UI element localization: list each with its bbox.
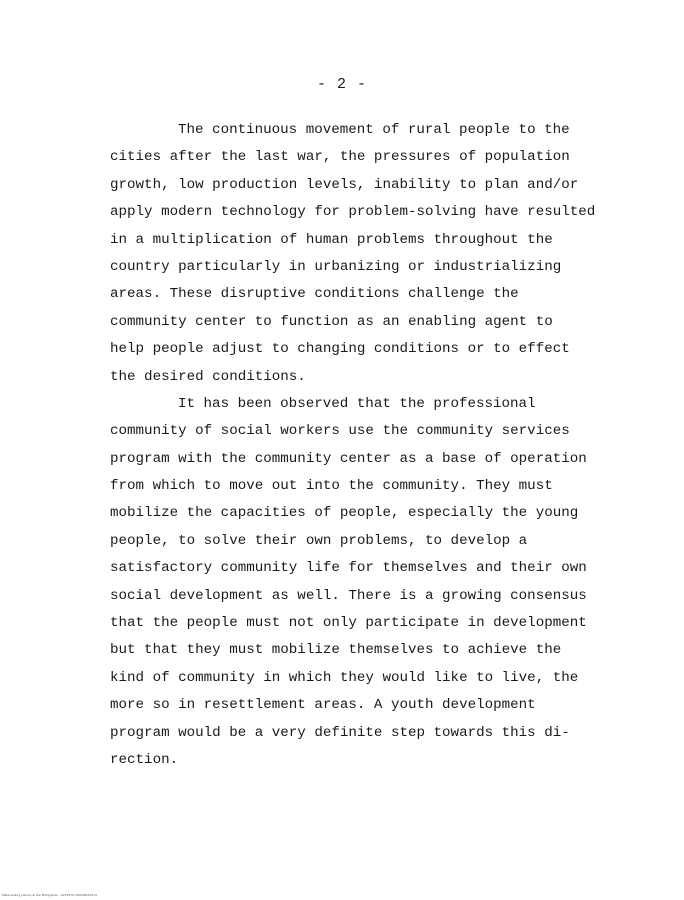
- text-line: cities after the last war, the pressures of population: [110, 149, 570, 166]
- text-line: help people adjust to changing conditions or to effect: [110, 341, 570, 358]
- text-line: the desired conditions.: [110, 368, 306, 385]
- archive-footer-mark: Malacañang Library & the Philippines · 4070970740000097015: [2, 893, 97, 897]
- text-line: that the people must not only participate in development: [110, 615, 587, 632]
- text-line: areas. These disruptive conditions challenge the: [110, 286, 519, 303]
- text-line: kind of community in which they would like to live, the: [110, 669, 579, 686]
- text-line: more so in resettlement areas. A youth development: [110, 697, 536, 714]
- paragraph-1: [110, 117, 596, 391]
- text-line: social development as well. There is a growing consensus: [110, 587, 587, 604]
- text-line: It has been observed that the professional: [178, 395, 536, 412]
- text-line: from which to move out into the community. They must: [110, 478, 553, 495]
- paragraph-2: [110, 391, 590, 774]
- text-line: community center to function as an enabling agent to: [110, 313, 553, 330]
- text-line: country particularly in urbanizing or industrializing: [110, 258, 562, 275]
- text-line: mobilize the capacities of people, especially the young: [110, 505, 579, 522]
- text-line: in a multiplication of human problems throughout the: [110, 231, 553, 248]
- text-line: rection.: [110, 751, 179, 768]
- text-line: growth, low production levels, inability to plan and/or: [110, 176, 579, 193]
- text-line: program would be a very definite step towards this di-: [110, 724, 570, 741]
- text-line: The continuous movement of rural people to the: [178, 122, 570, 138]
- text-line: community of social workers use the community services: [110, 423, 570, 440]
- text-line: but that they must mobilize themselves to achieve the: [110, 642, 562, 659]
- text-line: program with the community center as a base of operation: [110, 450, 587, 467]
- text-line: satisfactory community life for themselves and their own: [110, 560, 587, 577]
- text-line: people, to solve their own problems, to develop a: [110, 532, 528, 549]
- body-text: [110, 117, 596, 774]
- page-number: - 2 -: [316, 76, 367, 93]
- text-line: apply modern technology for problem-solving have resulted: [110, 204, 596, 221]
